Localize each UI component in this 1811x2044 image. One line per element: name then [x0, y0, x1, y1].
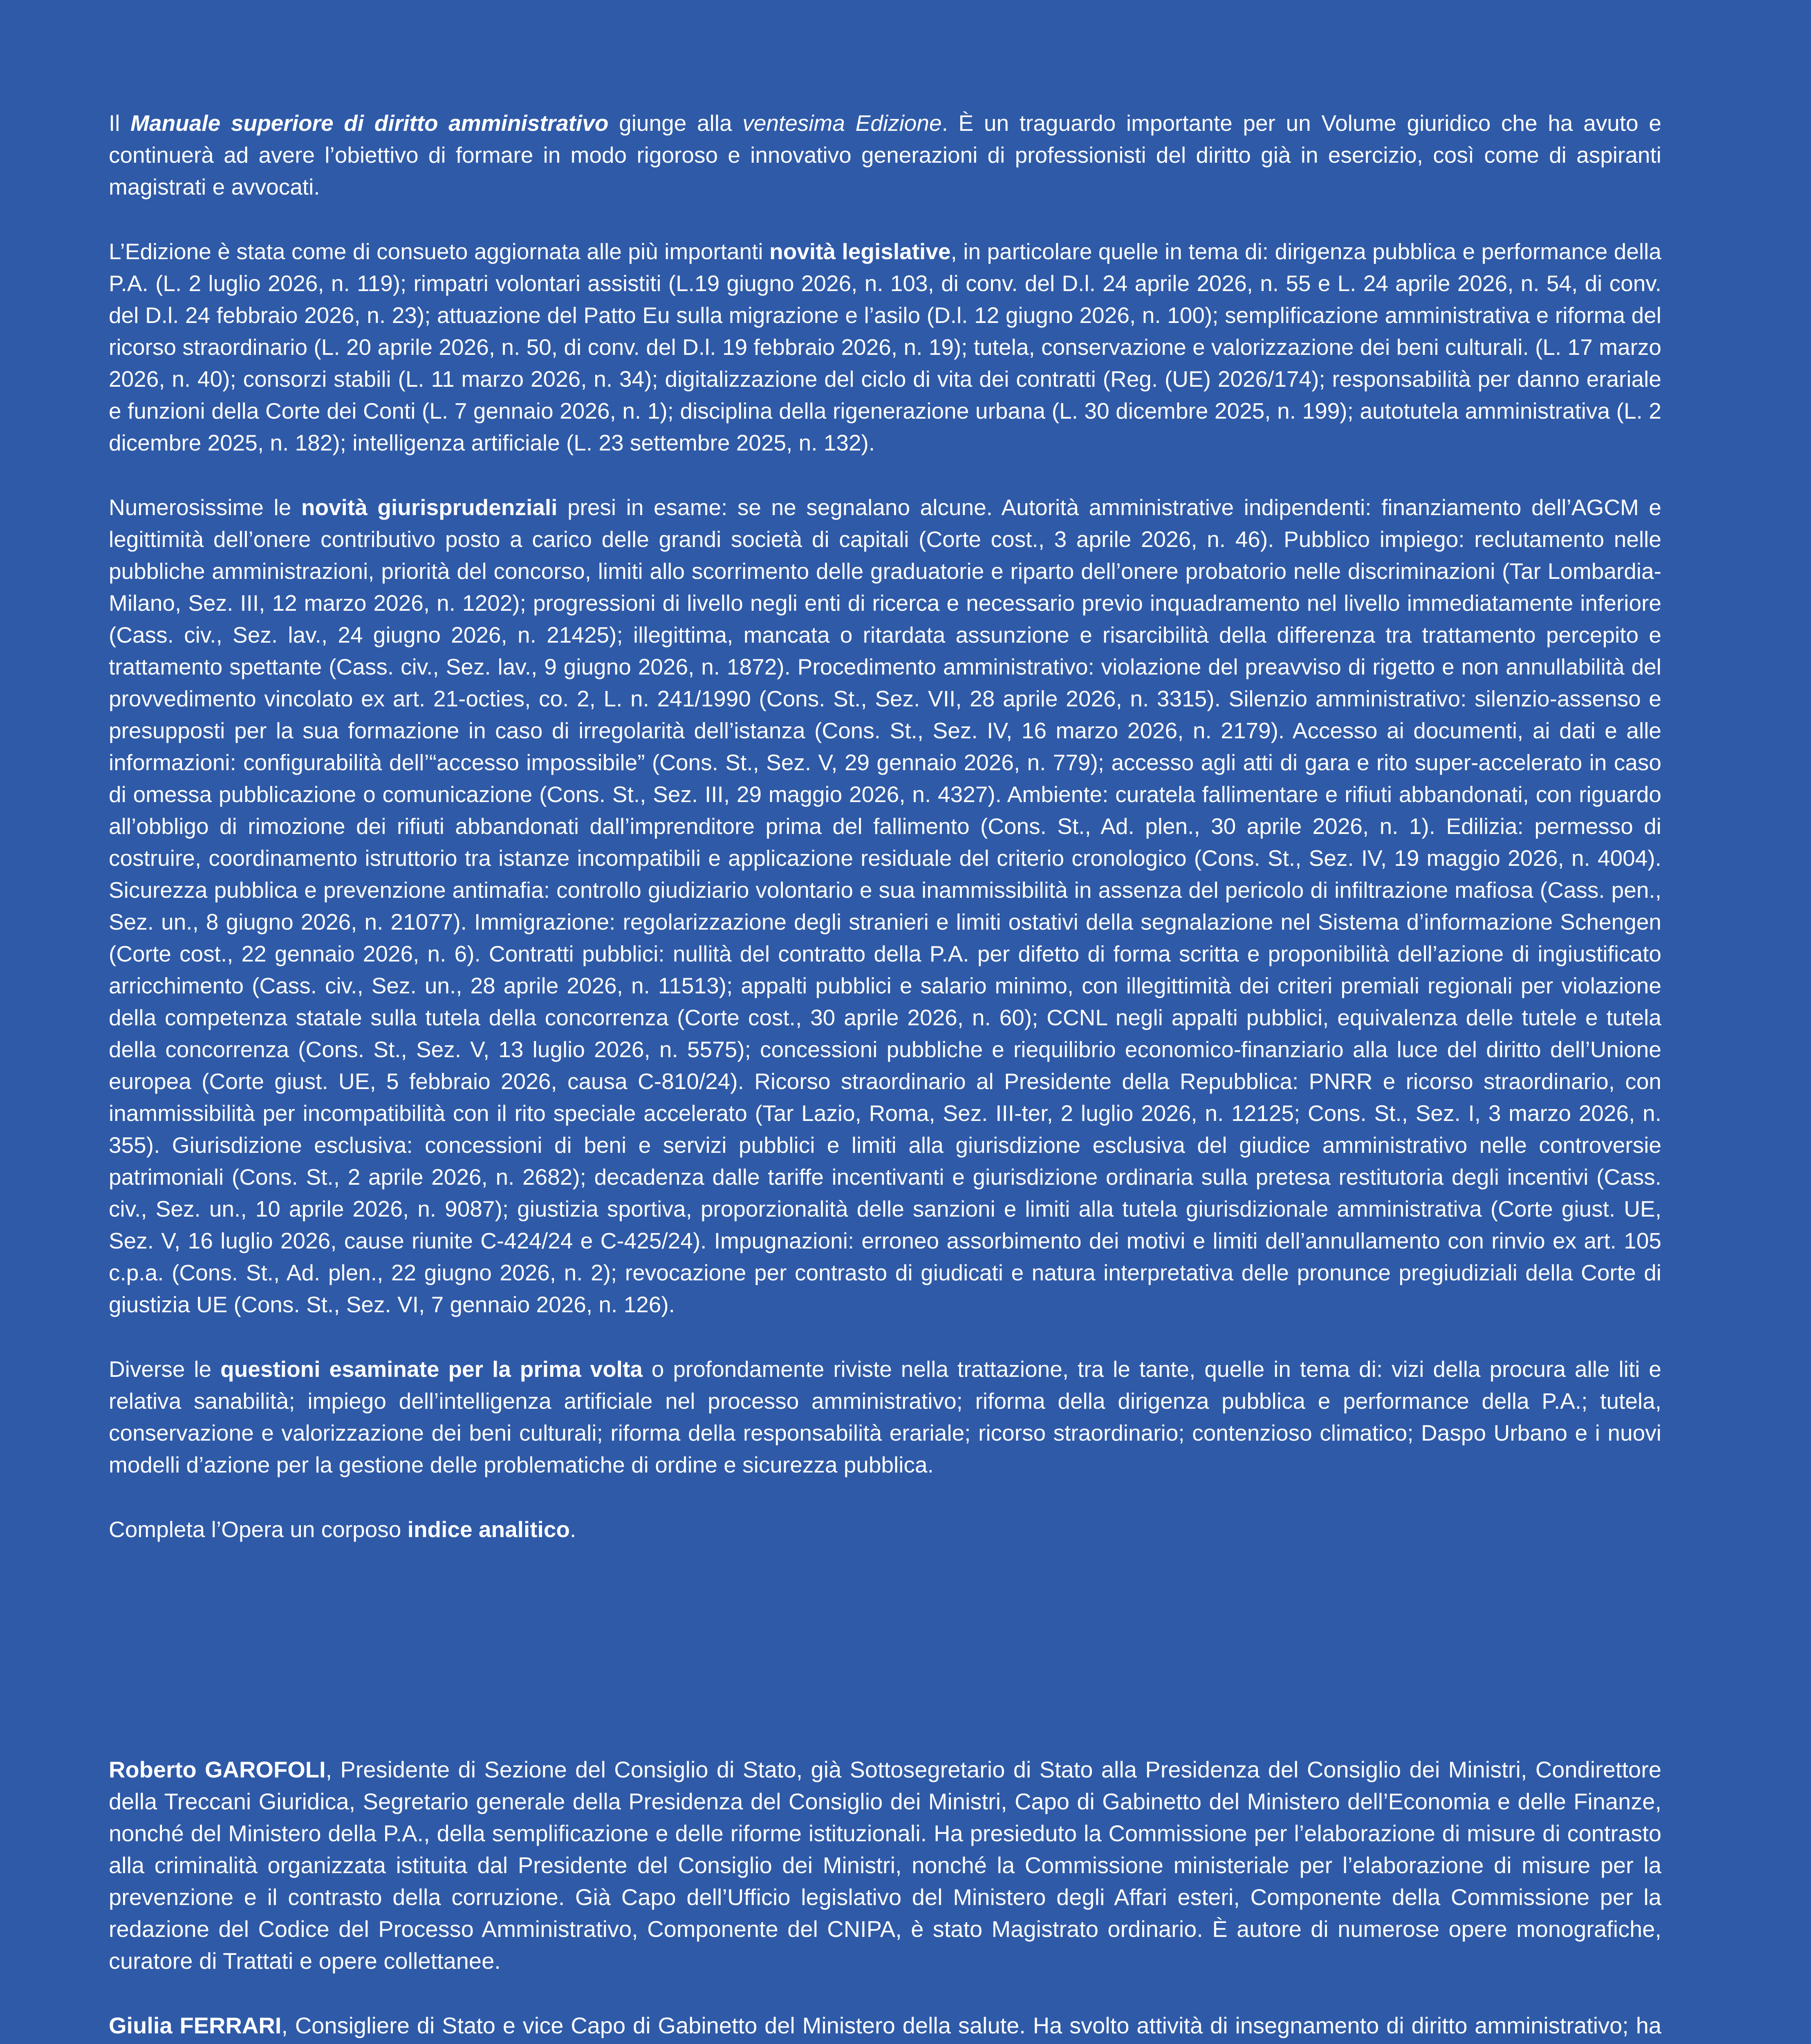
author2-bio — [109, 2010, 1661, 2044]
description-text — [109, 107, 1661, 1578]
jurisprudence-pre: Numerosissime le — [109, 495, 301, 520]
legislative-pre: L’Edizione è stata come di consueto aggiornata alle più importanti — [109, 239, 770, 264]
intro-mid: giunge alla — [608, 110, 743, 136]
jurisprudence-bold: novità giurisprudenziali — [301, 495, 558, 520]
questions-pre: Diverse le — [109, 1356, 221, 1382]
index-paragraph — [109, 1513, 1661, 1545]
author1-bio — [109, 1754, 1661, 1977]
index-pre: Completa l’Opera un corposo — [109, 1517, 408, 1542]
author1-text: , Presidente di Sezione del Consiglio di Stato, già Sottosegretario di Stato alla Presidenza del Consiglio dei Ministri, Condirettore della Treccani Giuridica, Segretario generale della Presidenza del Consiglio dei Ministri, Capo di Gabinetto del Ministero dell’Economia e delle Finanze, nonché del Ministero della P.A., della semplificazione e delle riforme istituzionali. Ha presieduto la Commissione per l’elaborazione di misure di contrasto alla criminalità organizzata istituita dal Presidente del Consiglio dei Ministri, nonché la Commissione ministeriale per l’elaborazione di misure per la prevenzione e il contrasto della corruzione. Già Capo dell’Ufficio legislativo del Ministero degli Affari esteri, Componente della Commissione per la redazione del Codice del Processo Amministrativo, Componente del CNIPA, è stato Magistrato ordinario. È autore di numerose opere monografiche, curatore di Trattati e opere collettanee. — [109, 1757, 1661, 1974]
questions-post: o profondamente riviste nella trattazione, tra le tante, quelle in tema di: vizi della procura alle liti e relativa sanabilità; impiego dell’intelligenza artificiale nel processo amministrativo; riforma della dirigenza pubblica e performance della P.A.; tutela, conservazione e valorizzazione dei beni culturali; riforma della responsabilità erariale; ricorso straordinario; contenzioso climatico; Daspo Urbano e i nuovi modelli d’azione per la gestione delle problematiche di ordine e sicurezza pubblica. — [109, 1356, 1661, 1477]
author1-name: Roberto GAROFOLI — [109, 1757, 326, 1782]
intro-pre: Il — [109, 110, 131, 136]
index-post: . — [570, 1517, 576, 1542]
legislative-paragraph — [109, 235, 1661, 459]
intro-post: . È un traguardo importante per un Volume giuridico che ha avuto e continuerà ad avere l’obiettivo di formare in modo rigoroso e innovativo generazioni di professionisti del diritto già in esercizio, così come di aspiranti magistrati e avvocati. — [109, 110, 1661, 199]
questions-paragraph — [109, 1353, 1661, 1481]
index-bold: indice analitico — [407, 1517, 570, 1542]
edition-label: ventesima Edizione — [742, 110, 942, 136]
legislative-post: , in particolare quelle in tema di: dirigenza pubblica e performance della P.A. (L. 2 luglio 2026, n. 119); rimpatri volontari assistiti (L.19 giugno 2026, n. 103, di conv. del D.l. 24 aprile 2026, n. 55 e L. 24 aprile 2026, n. 54, di conv. del D.l. 24 febbraio 2026, n. 23); attuazione del Patto Eu sulla migrazione e l’asilo (D.l. 12 giugno 2026, n. 100); semplificazione amministrativa e riforma del ricorso straordinario (L. 20 aprile 2026, n. 50, di conv. del D.l. 19 febbraio 2026, n. 19); tutela, conservazione e valorizzazione dei beni culturali. (L. 17 marzo 2026, n. 40); consorzi stabili (L. 11 marzo 2026, n. 34); digitalizzazione del ciclo di vita dei contratti (Reg. (UE) 2026/174); responsabilità per danno erariale e funzioni della Corte dei Conti (L. 7 gennaio 2026, n. 1); disciplina della rigenerazione urbana (L. 30 dicembre 2025, n. 199); autotutela amministrativa (L. 2 dicembre 2025, n. 182); intelligenza artificiale (L. 23 settembre 2025, n. 132). — [109, 239, 1661, 455]
author2-name: Giulia FERRARI — [109, 2013, 282, 2038]
jurisprudence-post: presi in esame: se ne segnalano alcune. — [557, 495, 1002, 520]
authors-section — [109, 1754, 1661, 2044]
jurisprudence-paragraph — [109, 491, 1661, 1320]
questions-bold: questioni esaminate per la prima volta — [220, 1356, 643, 1382]
intro-paragraph — [109, 107, 1661, 203]
book-title: Manuale superiore di diritto amministrativo — [130, 110, 609, 136]
jurisprudence-body: Autorità amministrative indipendenti: finanziamento dell’AGCM e legittimità dell’onere contributivo posto a carico delle grandi società di capitali (Corte cost., 3 aprile 2026, n. 46). Pubblico impiego: reclutamento nelle pubbliche amministrazioni, priorità del concorso, limiti allo scorrimento delle graduatorie e riparto dell’onere probatorio nelle discriminazioni (Tar Lombardia-Milano, Sez. III, 12 marzo 2026, n. 1202); progressioni di livello negli enti di ricerca e necessario previo inquadramento nel livello immediatamente inferiore (Cass. civ., Sez. lav., 24 giugno 2026, n. 21425); illegittima, mancata o ritardata assunzione e risarcibilità della differenza tra trattamento percepito e trattamento spettante (Cass. civ., Sez. lav., 9 giugno 2026, n. 1872). Procedimento amministrativo: violazione del preavviso di rigetto e non annullabilità del provvedimento vincolato ex art. 21-octies, co. 2, L. n. 241/1990 (Cons. St., Sez. VII, 28 aprile 2026, n. 3315). Silenzio amministrativo: silenzio-assenso e presupposti per la sua formazione in caso di irregolarità dell’istanza (Cons. St., Sez. IV, 16 marzo 2026, n. 2179). Accesso ai documenti, ai dati e alle informazioni: configurabilità dell’“accesso impossibile” (Cons. St., Sez. V, 29 gennaio 2026, n. 779); accesso agli atti di gara e rito super-accelerato in caso di omessa pubblicazione o comunicazione (Cons. St., Sez. III, 29 maggio 2026, n. 4327). Ambiente: curatela fallimentare e rifiuti abbandonati, con riguardo all’obbligo di rimozione dei rifiuti abbandonati dall’imprenditore prima del fallimento (Cons. St., Ad. plen., 30 aprile 2026, n. 1). Edilizia: permesso di costruire, coordinamento istruttorio tra istanze incompatibili e applicazione residuale del criterio cronologico (Cons. St., Sez. IV, 19 maggio 2026, n. 4004). Sicurezza pubblica e prevenzione antimafia: controllo giudiziario volontario e sua inammissibilità in assenza del pericolo di infiltrazione mafiosa (Cass. pen., Sez. un., 8 giugno 2026, n. 21077). Immigrazione: regolarizzazione degli stranieri e limiti ostativi della segnalazione nel Sistema d’informazione Schengen (Corte cost., 22 gennaio 2026, n. 6). Contratti pubblici: nullità del contratto della P.A. per difetto di forma scritta e proponibilità dell’azione di ingiustificato arricchimento (Cass. civ., Sez. un., 28 aprile 2026, n. 11513); appalti pubblici e salario minimo, con illegittimità dei criteri premiali regionali per violazione della competenza statale sulla tutela della concorrenza (Corte cost., 30 aprile 2026, n. 60); CCNL negli appalti pubblici, equivalenza delle tutele e tutela della concorrenza (Cons. St., Sez. V, 13 luglio 2026, n. 5575); concessioni pubbliche e riequilibrio economico-finanziario alla luce del diritto dell’Unione europea (Corte giust. UE, 5 febbraio 2026, causa C-810/24). Ricorso straordinario al Presidente della Repubblica: PNRR e ricorso straordinario, con inammissibilità per incompatibilità con il rito speciale accelerato (Tar Lazio, Roma, Sez. III-ter, 2 luglio 2026, n. 12125; Cons. St., Sez. I, 3 marzo 2026, n. 355). Giurisdizione esclusiva: concessioni di beni e servizi pubblici e limiti alla giurisdizione esclusiva del giudice amministrativo nelle controversie patrimoniali (Cons. St., 2 aprile 2026, n. 2682); decadenza dalle tariffe incentivanti e giurisdizione ordinaria sulla pretesa restitutoria degli incentivi (Cass. civ., Sez. un., 10 aprile 2026, n. 9087); giustizia sportiva, proporzionalità delle sanzioni e limiti alla tutela giurisdizionale amministrativa (Corte giust. UE, Sez. V, 16 luglio 2026, cause riunite C-424/24 e C-425/24). Impugnazioni: erroneo assorbimento dei motivi e limiti dell’annullamento con rinvio ex art. 105 c.p.a. (Cons. St., Ad. plen., 22 giugno 2026, n. 2); revocazione per contrasto di giudicati e natura interpretativa delle pronunce pregiudiziali della Corte di giustizia UE (Cons. St., Sez. VI, 7 gennaio 2026, n. 126). — [109, 495, 1661, 1317]
author2-text: , Consigliere di Stato e vice Capo di Gabinetto del Ministero della salute. Ha svolto attività di insegnamento di diritto amministrativo; ha — [281, 2013, 1661, 2038]
legislative-bold: novità legislative — [769, 239, 951, 264]
